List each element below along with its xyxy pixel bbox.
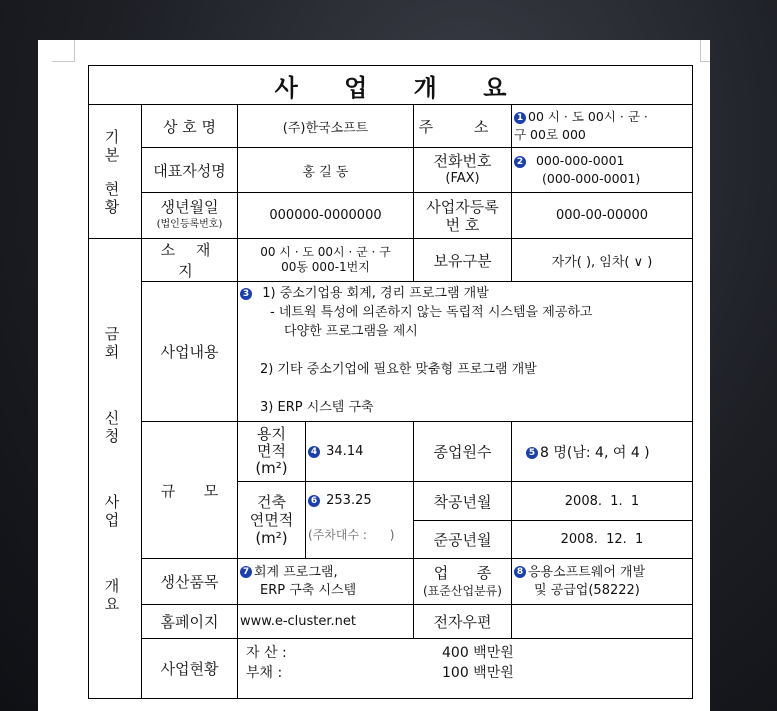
document-page: [38, 40, 710, 711]
business-overview-table: [88, 65, 693, 699]
marker-7-icon: 7: [240, 566, 252, 578]
building-area-value: 6 253.25 (주차대수 : ): [306, 482, 414, 559]
address-value: 1 00 시 · 도 00시 · 군 · 구 00로 000: [512, 105, 693, 148]
business-status-label: 사업현황: [142, 639, 238, 699]
debt-label: 부채 :: [246, 665, 283, 681]
marker-1-icon: 1: [514, 112, 526, 124]
bizreg-label: 사업자등록 번 호: [414, 193, 512, 239]
land-area-label: 용지 면적 (m²): [238, 422, 306, 482]
homepage-label: 홈페이지: [142, 605, 238, 639]
ownership-value: 자가( ), 임차( ∨ ): [512, 239, 693, 282]
start-date-label: 착공년월: [414, 482, 512, 521]
homepage-value: www.e-cluster.net: [238, 605, 414, 639]
crop-mark-tr-v: [700, 40, 701, 62]
business-contents: 3 1) 중소기업용 회계, 경리 프로그램 개발 - 네트웍 특성에 의존하지 않는 독립적 시스템을 제공하고 다양한 프로그램을 제시 2) 기타 중소기업에 필요한 맞춤형 프로그램 개발 3) ERP 시스템 구축: [238, 282, 693, 422]
email-value: [512, 605, 693, 639]
ownership-label: 보유구분: [414, 239, 512, 282]
employees-label: 종업원수: [414, 422, 512, 482]
debt-value: 100 백만원: [442, 665, 514, 681]
marker-5-icon: 5: [526, 447, 538, 459]
product-value: 7 회계 프로그램, ERP 구축 시스템: [238, 559, 414, 605]
assets-value: 400 백만원: [442, 645, 514, 661]
employees-value: 5 8 명(남: 4, 여 4 ): [512, 422, 693, 482]
start-date-value: 2008. 1. 1: [512, 482, 693, 521]
ceo-label: 대표자성명: [142, 148, 238, 193]
marker-2-icon: 2: [514, 156, 526, 168]
business-label: 사업내용: [142, 282, 238, 422]
land-area-value: 4 34.14: [306, 422, 414, 482]
bizreg-value: 000-00-00000: [512, 193, 693, 239]
birth-value: 000000-0000000: [238, 193, 414, 239]
marker-4-icon: 4: [308, 446, 320, 458]
marker-8-icon: 8: [514, 566, 526, 578]
address-label: 주 소: [414, 105, 512, 148]
ceo-name-value: 홍 길 동: [238, 148, 414, 193]
birth-label: 생년월일 (법인등록번호): [142, 193, 238, 239]
finish-date-value: 2008. 12. 1: [512, 521, 693, 559]
crop-mark-tl-h: [52, 61, 74, 62]
industry-value: 8 응용소프트웨어 개발 및 공급업(58222): [512, 559, 693, 605]
location-value: 00 시 · 도 00시 · 군 · 구 00동 000-1번지: [238, 239, 414, 282]
phone-value: 2 000-000-0001 (000-000-0001): [512, 148, 693, 193]
industry-label: 업 종 (표준산업분류): [414, 559, 512, 605]
page-title: 사 업 개 요: [89, 66, 693, 105]
section-basic-status: 기 본 현 황: [89, 105, 142, 239]
company-name-label: 상 호 명: [142, 105, 238, 148]
section-apply-overview: 금 회 신 청 사 업 개 요: [89, 239, 142, 699]
building-area-label: 건축 연면적 (m²): [238, 482, 306, 559]
marker-3-icon: 3: [240, 288, 252, 300]
email-label: 전자우편: [414, 605, 512, 639]
crop-mark-tr-h: [700, 61, 710, 62]
assets-label: 자 산 :: [246, 645, 287, 661]
finish-date-label: 준공년월: [414, 521, 512, 559]
business-status-value: [238, 639, 693, 699]
marker-6-icon: 6: [308, 495, 320, 507]
phone-label: 전화번호 (FAX): [414, 148, 512, 193]
product-label: 생산품목: [142, 559, 238, 605]
location-label: 소 재 지: [142, 239, 238, 282]
scale-label: 규 모: [142, 422, 238, 559]
company-name-value: (주)한국소프트: [238, 105, 414, 148]
crop-mark-tl-v: [74, 40, 75, 62]
